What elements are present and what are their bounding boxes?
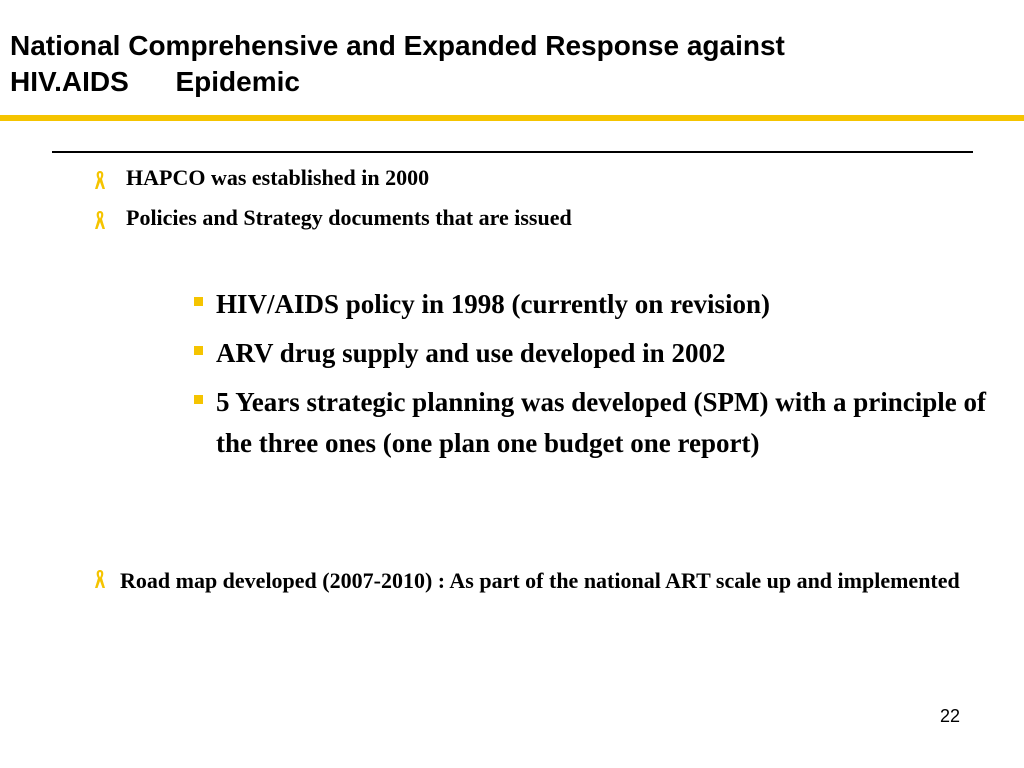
square-bullet-icon xyxy=(194,346,203,355)
ribbon-icon xyxy=(94,210,106,230)
bullet-hapco: HAPCO was established in 2000 xyxy=(126,165,430,190)
slide-title xyxy=(10,28,1010,100)
sub-bullet-text: 5 Years strategic planning was developed (SPM) with a principle of the three ones (one plan one budget one report) xyxy=(216,387,986,458)
bullet-policies: Policies and Strategy documents that are issued xyxy=(126,205,572,230)
square-bullet-icon xyxy=(194,297,203,306)
title-line-2: HIV.AIDS Epidemic xyxy=(10,66,300,97)
sub-bullet-text: ARV drug supply and use developed in 2002 xyxy=(216,338,726,368)
list-item xyxy=(192,333,992,374)
ribbon-icon xyxy=(94,170,106,190)
title-accent-bar xyxy=(0,115,1024,121)
page-number: 22 xyxy=(940,706,961,726)
sub-bullet-text: HIV/AIDS policy in 1998 (currently on revision) xyxy=(216,289,771,319)
ribbon-icon xyxy=(94,569,106,589)
title-line-1: National Comprehensive and Expanded Response against xyxy=(10,30,785,61)
sub-bullet-list xyxy=(192,284,992,472)
square-bullet-icon xyxy=(194,395,203,404)
bullet-road-map: Road map developed (2007-2010) : As part of the national ART scale up and implemented xyxy=(120,568,960,593)
list-item xyxy=(192,382,992,464)
list-item xyxy=(192,284,992,325)
divider-line xyxy=(52,151,973,153)
